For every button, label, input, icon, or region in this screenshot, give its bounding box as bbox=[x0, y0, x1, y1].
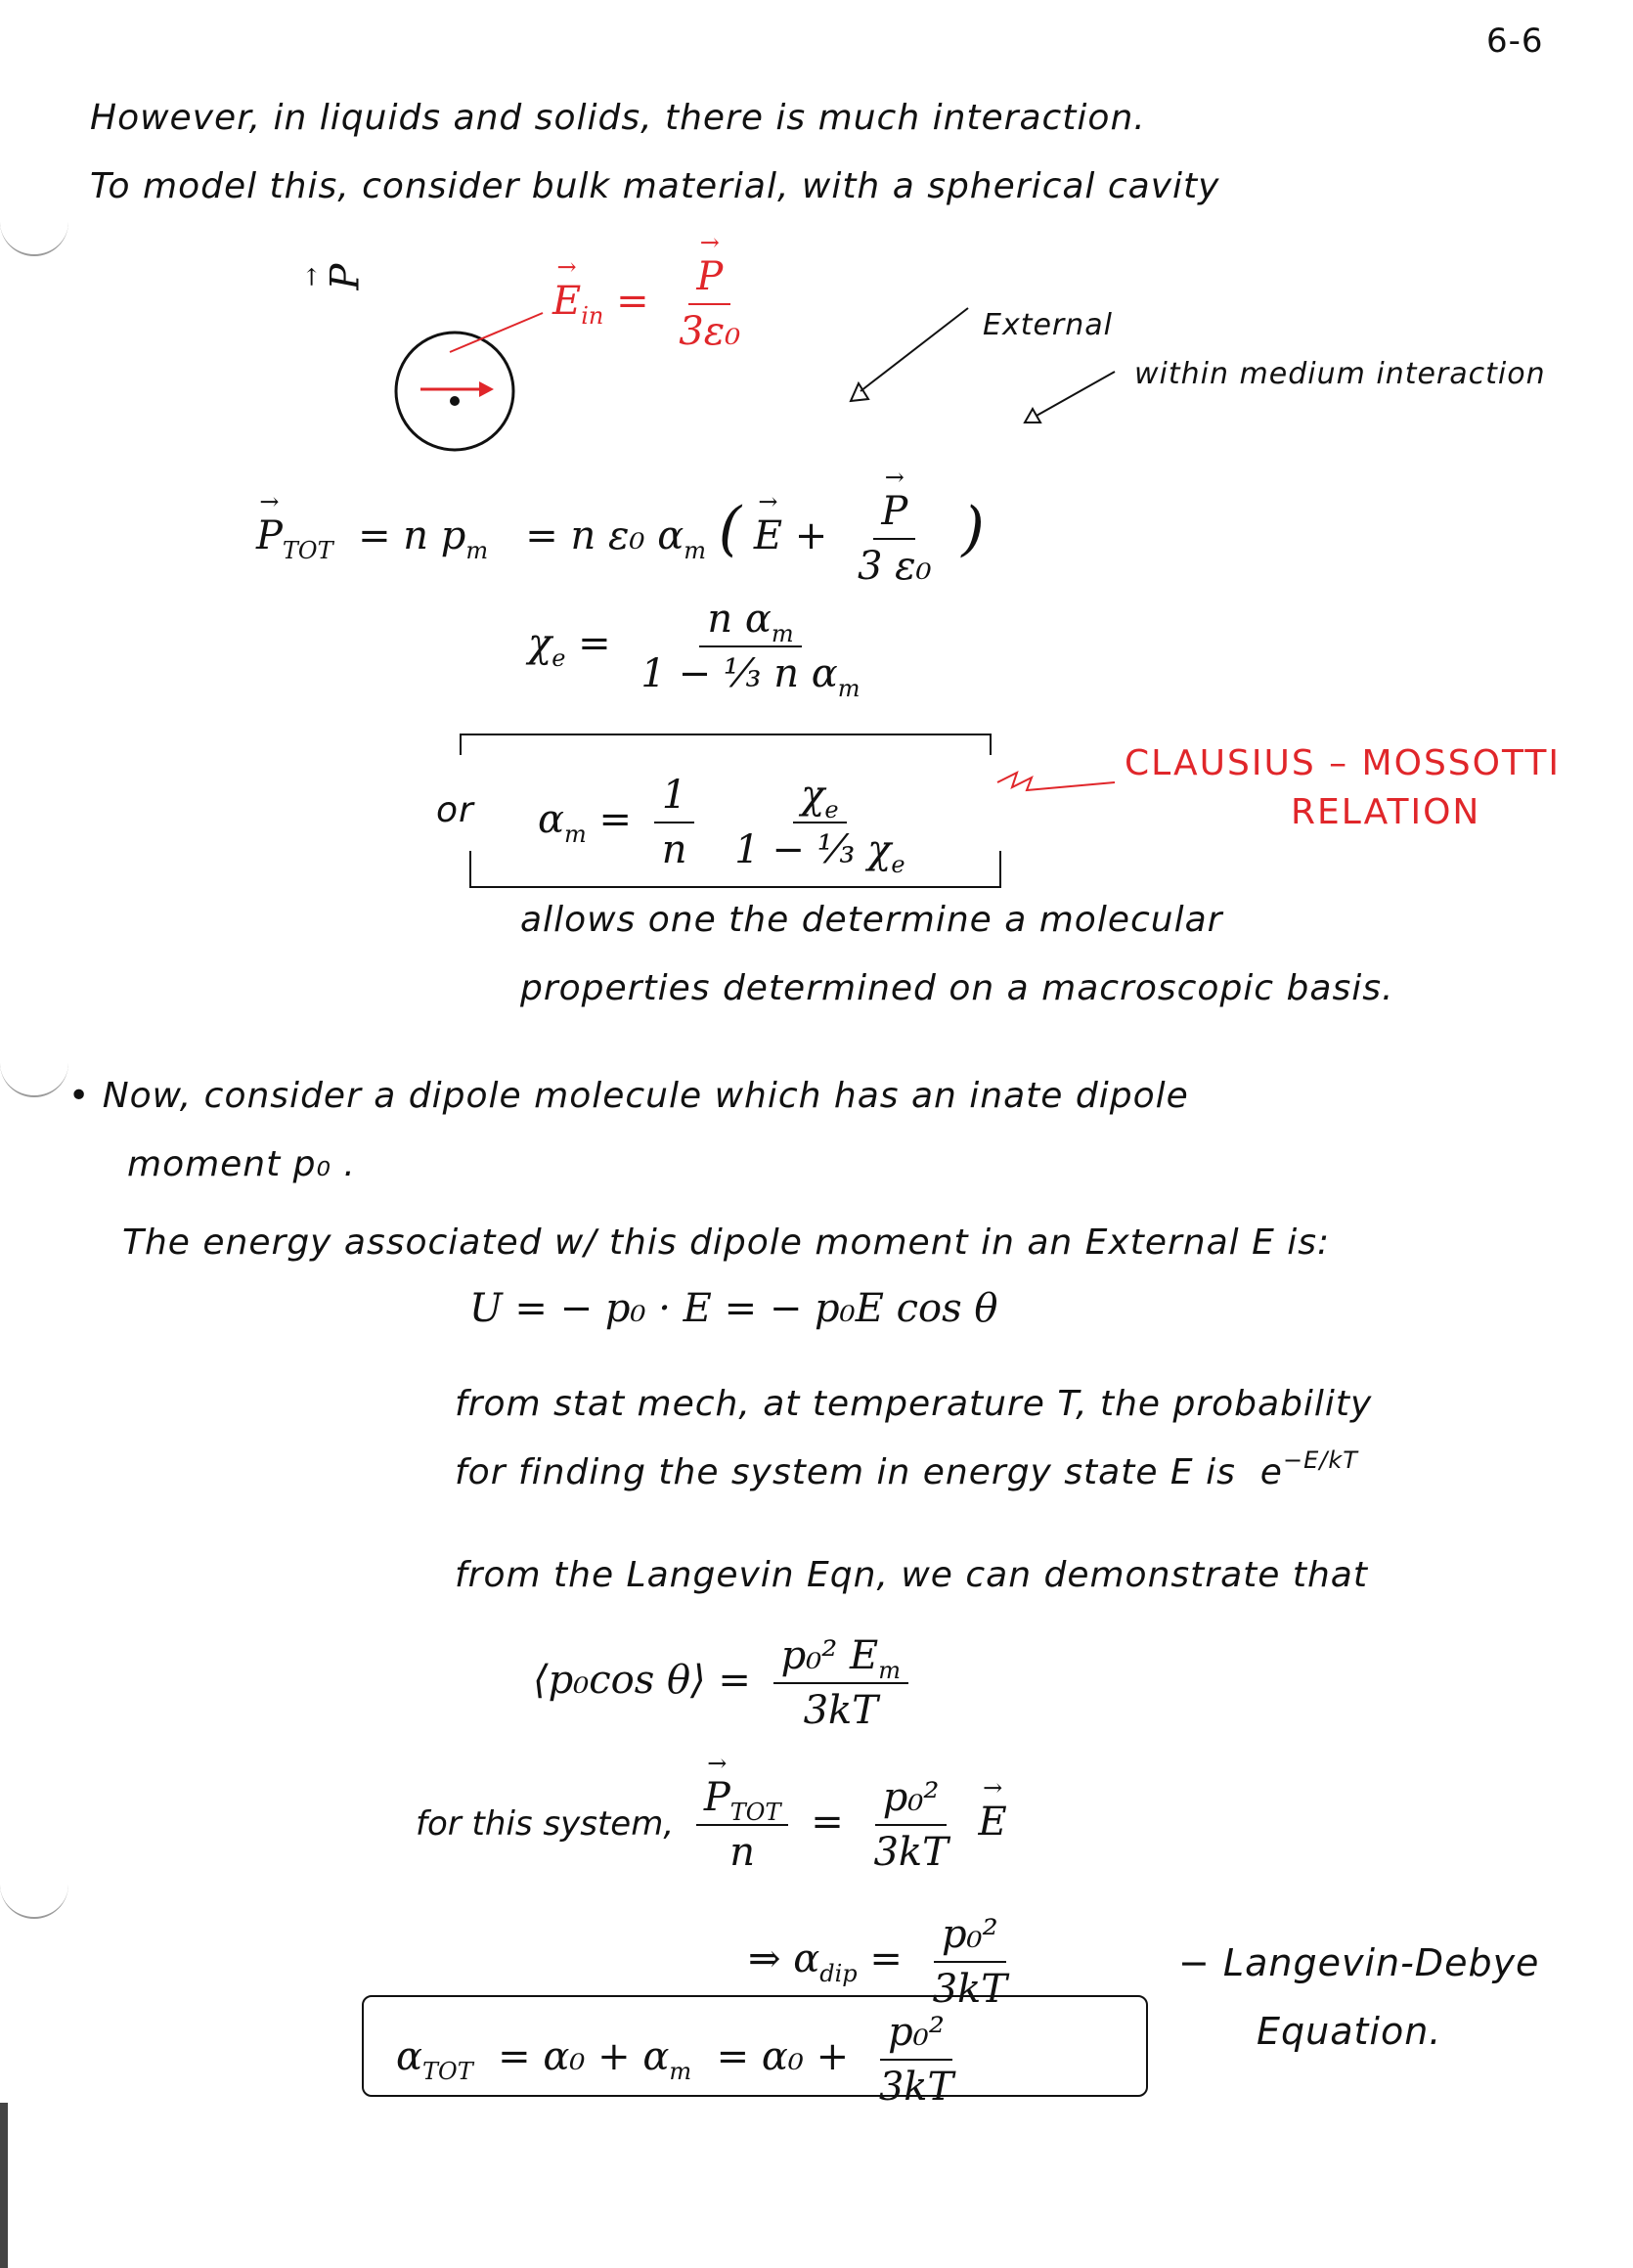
E-inside-cavity-equation: → $E_{in}$ = → $\frac{P}{\text{3ε₀}}$ bbox=[552, 254, 758, 354]
clausius-mossotti-label: CLAUSIUS – MOSSOTTI bbox=[1125, 743, 1561, 783]
statmech-line-1: from stat mech, at temperature T, the probability bbox=[455, 1384, 1373, 1424]
squiggle-arrow bbox=[997, 773, 1115, 790]
clausius-mossotti-equation: $\alpha_m$ = $\frac{1}{n}$ $\frac{\chi_e}{1 - \frac{1}{3} \chi_e}$ bbox=[538, 773, 905, 878]
dipole-line-1: • Now, consider a dipole molecule which has an inate dipole bbox=[68, 1076, 1189, 1116]
page-number: 6-6 bbox=[1486, 22, 1544, 61]
dipole-energy-equation: U = − p₀ · E = − p₀E cos θ bbox=[469, 1286, 998, 1331]
allows-line-2: properties determined on a macroscopic basis. bbox=[520, 968, 1394, 1008]
cavity-dipole-dot bbox=[450, 396, 460, 406]
within-medium-label: within medium interaction bbox=[1134, 357, 1546, 391]
clausius-mossotti-bracket-top bbox=[460, 734, 992, 755]
langevin-debye-label: − Langevin-Debye bbox=[1178, 1941, 1540, 1984]
system-polarization-equation: for this system, → $\frac{P_{TOT}}{n}$ = $\frac{\text{p₀²}}{3kT}$ → E bbox=[416, 1775, 1007, 1875]
binder-hole-mark bbox=[0, 205, 68, 256]
polarization-P-label: → P bbox=[323, 264, 368, 290]
polarization-equation: → $P_{TOT} = n$ $p_m$ = n ε₀ $\alpha_m$ ( → E + → $\frac{P}{\text{3 ε₀}}$ ) bbox=[256, 489, 985, 589]
dipole-line-3: The energy associated w/ this dipole moment in an External E is: bbox=[122, 1223, 1331, 1263]
langevin-debye-label-2: Equation. bbox=[1257, 2010, 1442, 2053]
external-arrow bbox=[861, 308, 968, 391]
dipolar-polarizability-equation: ⇒ $\alpha_{dip}$ = $\frac{\text{p₀²}}{3kT}$ bbox=[748, 1912, 1007, 2012]
susceptibility-equation: $\chi_e$ = $\frac{n \alpha_m}{1 - \frac{1}{3} n \alpha_m}$ bbox=[528, 597, 861, 702]
binder-hole-mark bbox=[0, 1868, 68, 1919]
scan-edge bbox=[0, 2103, 8, 2268]
clausius-mossotti-label-2: RELATION bbox=[1291, 792, 1481, 832]
or-label: or bbox=[436, 790, 474, 830]
cavity-field-arrowhead bbox=[479, 381, 494, 397]
statmech-line-2: for finding the system in energy state E is $e^{-E/kT}$ bbox=[455, 1446, 1358, 1492]
langevin-average-equation: ⟨p₀cos θ⟩ = $\frac{p_0^2 E_m}{3kT}$ bbox=[533, 1633, 918, 1733]
external-label: External bbox=[983, 308, 1113, 342]
allows-line-1: allows one the determine a molecular bbox=[520, 900, 1223, 940]
within-medium-arrow bbox=[1037, 372, 1115, 416]
intro-line-1: However, in liquids and solids, there is much interaction. bbox=[90, 98, 1146, 138]
bullet-dot: • bbox=[68, 1076, 103, 1116]
binder-hole-mark bbox=[0, 1046, 68, 1097]
total-polarizability-equation: $\alpha_{TOT} = \alpha_0 + \alpha_m = \alpha_0$ + $\frac{\text{p₀²}}{3kT}$ bbox=[396, 2010, 954, 2110]
statmech-line-3: from the Langevin Eqn, we can demonstrate that bbox=[455, 1555, 1368, 1595]
intro-line-2: To model this, consider bulk material, with a spherical cavity bbox=[90, 166, 1220, 206]
dipole-line-2: moment p₀ . bbox=[127, 1144, 356, 1184]
clausius-mossotti-pointer bbox=[988, 763, 1125, 802]
